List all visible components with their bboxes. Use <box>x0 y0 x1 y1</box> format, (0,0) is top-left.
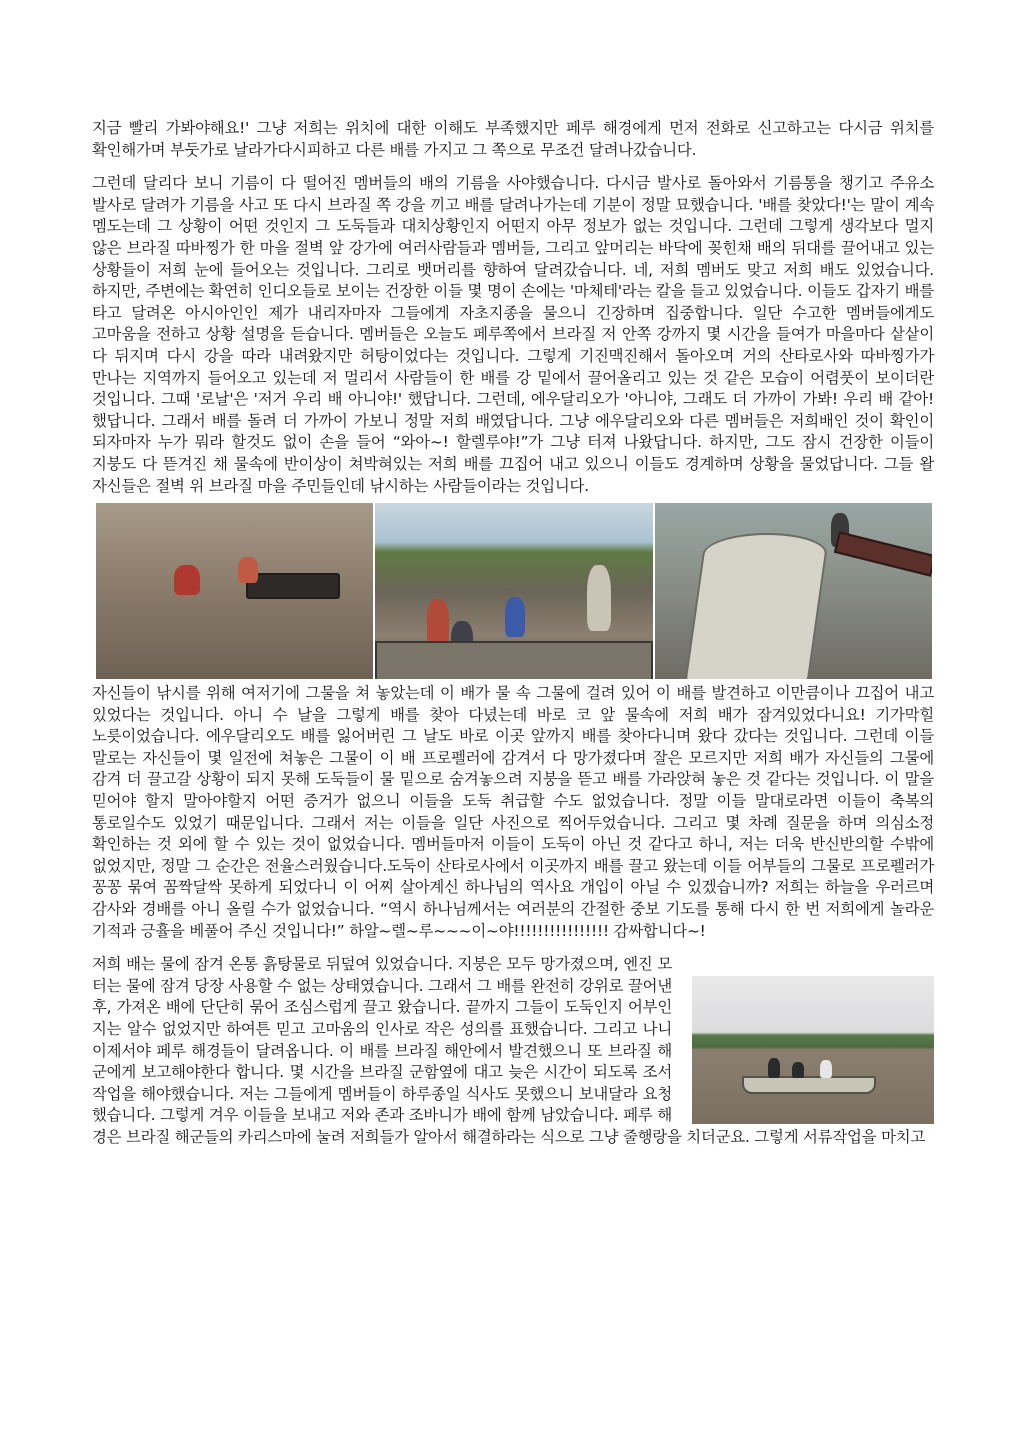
boat-hull-shape <box>375 641 652 679</box>
paragraph-4-wrap <box>92 954 934 1148</box>
paragraph-4: 저희 배는 물에 잠겨 온통 흙탕물로 뒤덮여 있었습니다. 지붕은 모두 망가졌으며, 엔진 모터는 물에 잠겨 당장 사용할 수 없는 상태였습니다. 그래서 그 배를 완전히 강위로 끌어낸 후, 가져온 배에 단단히 묶어 조심스럽게 끌고 왔습니다. 끝까지 그들이 도둑인지 어부인지는 알수 없었지만 하여튼 믿고 고마움의 인사로 작은 성의를 표했습니다. 그리고 나니 이제서야 페루 해경들이 달려옵니다. 이 배를 브라질 해안에서 발견했으니 또 브라질 해군에게 보고해야한다 합니다. 몇 시간을 브라질 군함옆에 대고 늦은 시간이 되도록 조서작업을 해야했습니다. 저는 그들에게 멤버들이 하루종일 식사도 못했으니 보내달라 요청했습니다. 그렇게 겨우 이들을 보내고 저와 존과 조바니가 배에 함께 남았습니다. 페루 해경은 브라질 해군들의 카리스마에 눌려 저희들가 알아서 해결하라는 식으로 그냥 줄행랑을 치더군요. 그렇게 서류작업을 마치고 <box>92 955 926 1146</box>
recovered-boat-photo <box>655 503 932 679</box>
paragraph-3: 자신들이 낚시를 위해 여저기에 그물을 쳐 놓았는데 이 배가 물 속 그물에 걸려 있어 이 배를 발견하고 이만큼이나 끄집어 내고 있었다는 것입니다. 아니 수 날을 그렇게 배를 찾아 다녔는데 바로 코 앞 물속에 저희 배가 잠겨있었다니요! 기가막힐 노릇이었습니다. 에우달리오도 배를 잃어버린 그 날도 바로 이곳 앞까지 배를 찾아다니며 왔다 갔다는 것입니다. 그런데 이들 말로는 자신들이 몇 일전에 쳐놓은 그물이 이 배 프로펠러에 감겨서 다 망가졌다며 잘은 모르지만 저희 배가 자신들의 그물에 감겨 더 끌고갈 상황이 되지 못해 도둑들이 물 밑으로 숨겨놓으려 지붕을 뜯고 배를 가라앉혀 놓은 것 같다는 것입니다. 이 말을 믿어야 할지 말아야할지 어떤 증거가 없으니 이들을 도둑 취급할 수도 없었습니다. 정말 이들 말대로라면 이들이 축복의 통로일수도 있었기 때문입니다. 그래서 저는 이들을 일단 사진으로 찍어두었습니다. 그리고 몇 차례 질문을 하며 의심소정 확인하는 것 외에 할 수 있는 것이 없었습니다. 멤버들마저 이들이 도둑이 아닌 것 같다고 하니, 저는 더욱 반신반의할 수밖에 없었지만, 정말 그 순간은 전율스러웠습니다.도둑이 산타로사에서 이곳까지 배를 끌고 왔는데 이들 어부들의 그물로 프로펠러가 꽁꽁 묶여 꼼짝달싹 못하게 되었다니 이 어찌 살아계신 하나님의 역사요 개입이 아닐 수 있겠습니까? 저희는 하늘을 우러르며 감사와 경배를 아니 올릴 수가 없었습니다. “역시 하나님께서는 여러분의 간절한 중보 기도를 통해 다시 한 번 저희에게 놀라운 기적과 긍휼을 베풀어 주신 것입니다!” 하알~렐~루~~~이~야!!!!!!!!!!!!!!!! 감싸합니다~! <box>92 684 934 940</box>
celebration-boat-photo <box>692 976 934 1124</box>
paragraph-2: 그런데 달리다 보니 기름이 다 떨어진 멤버들의 배의 기름을 사야했습니다. 다시금 발사로 돌아와서 기름통을 챙기고 주유소 발사로 달려가 기름을 사고 또 다시 브라질 쪽 강을 끼고 배를 달려나가는데 기분이 정말 묘했습니다. '배를 찾았다!'는 말이 계속 멤도는데 그 상황이 어떤 것인지 그 도둑들과 대치상황인지 어떤지 아무 정보가 없는 것입니다. 그런데 그렇게 생각보다 멀지 않은 브라질 따바찡가 한 마을 절벽 앞 강가에 여러사람들과 멤버들, 그리고 앞머리는 바닥에 꽂힌채 배의 뒤대를 끌어내고 있는 상황들이 저희 눈에 들어오는 것입니다. 그리로 뱃머리를 향하여 달려갔습니다. 네, 저희 멤버도 맞고 저희 배도 있었습니다. 하지만, 주변에는 확연히 인디오들로 보이는 건장한 이들 몇 명이 손에는 '마체테'라는 칼을 들고 있었습니다. 이들도 갑자기 배를 타고 달려온 아시아인인 제가 내리자마자 그들에게 자초지종을 물으니 긴장하며 집중합니다. 일단 수고한 멤버들에게도 고마움을 전하고 상황 설명을 듣습니다. 멤버들은 오늘도 페루쪽에서 브라질 저 안쪽 강까지 몇 시간을 들여가 마을마다 샅샅이 다 뒤지며 다시 강을 따라 내려왔지만 허탕이었다는 것입니다. 그렇게 기진맥진해서 돌아오며 거의 산타로사와 따바찡가가 만나는 지역까지 들어오고 있는데 저 멀리서 사람들이 한 배를 강 밑에서 끌어올리고 있는 것 같은 모습이 어렴풋이 보이더란 것입니다. 그때 '로날'은 '저거 우리 배 아니야!' 했답니다. 그런데, 에우달리오가 '아니야, 그래도 더 가까이 가봐! 우리 배 같아! 했답니다. 그래서 배를 돌려 더 가까이 가보니 정말 저희 배였답니다. 그냥 에우달리오와 다른 멤버들은 저희배인 것이 확인이 되자마자 누가 뭐라 할것도 없이 손을 들어 “와아~! 할렐루야!”가 그냥 터져 나왔답니다. 하지만, 그도 잠시 건장한 이들이 지붕도 다 뜯겨진 채 물속에 반이상이 쳐박혀있는 저희 배를 끄집어 내고 있으니 이들도 경계하며 상황을 물었답니다. 그들 왈 자신들은 절벽 위 브라질 마을 주민들인데 낚시하는 사람들이라는 것입니다. <box>92 174 934 495</box>
paragraph-1: 지금 빨리 가봐야해요!' 그냥 저희는 위치에 대한 이해도 부족했지만 페루 해경에게 먼저 전화로 신고하고는 다시금 위치를 확인해가며 부둣가로 날라가다시피하고 다른 배를 가지고 그 쪽으로 무조건 달려나갔습니다. <box>92 119 934 159</box>
person-figure <box>238 557 258 583</box>
river-rescue-photo <box>96 503 373 679</box>
person-figure <box>820 1060 832 1078</box>
person-figure <box>174 565 200 595</box>
person-figure <box>587 565 611 631</box>
person-figure <box>792 1062 804 1078</box>
boat-hull-shape <box>684 533 829 679</box>
photo-strip <box>96 503 932 679</box>
person-figure <box>768 1058 780 1078</box>
sunken-boat-shape <box>246 573 340 599</box>
person-figure <box>427 599 449 647</box>
person-figure <box>505 597 525 637</box>
riverbank-villagers-photo <box>375 503 652 679</box>
document-page <box>92 118 934 1149</box>
canoe-shape <box>833 531 932 577</box>
boat-hull-shape <box>742 1076 876 1094</box>
